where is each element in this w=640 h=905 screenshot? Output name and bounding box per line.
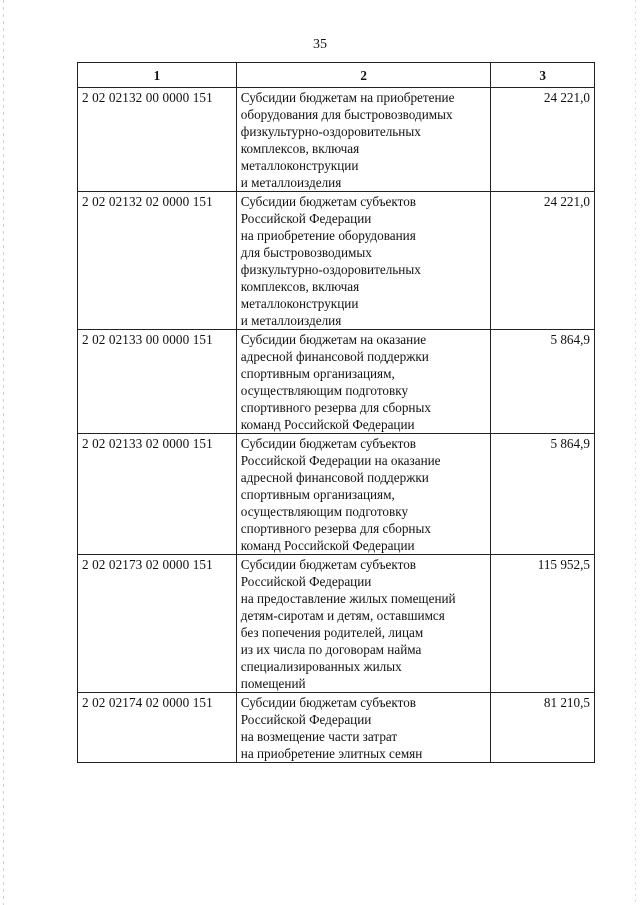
budget-code-cell: 2 02 02133 02 0000 151 [78,434,237,555]
amount-cell: 5 864,9 [491,434,595,555]
description-line: команд Российской Федерации [240,538,415,553]
description-line: спортивного резерва для сборных [240,400,431,415]
amount-cell: 24 221,0 [491,88,595,192]
description-line: адресной финансовой поддержки [240,470,429,485]
description-line: осуществляющим подготовку [240,504,409,519]
budget-code-cell: 2 02 02132 00 0000 151 [78,88,237,192]
table-row [78,693,595,763]
description-line: Российской Федерации [240,712,372,727]
header-col-3: 3 [491,63,595,88]
page-number: 35 [313,37,327,52]
description-cell [236,192,491,330]
amount-cell: 24 221,0 [491,192,595,330]
table-body [78,88,595,763]
description-line: на приобретение элитных семян [240,746,423,761]
header-col-1: 1 [78,63,237,88]
description-line: на предоставление жилых помещений [240,591,456,606]
table-row [78,88,595,192]
description-line: адресной финансовой поддержки [240,349,429,364]
description-line: Субсидии бюджетам на оказание [240,332,427,347]
description-line: спортивным организациям, [240,366,395,381]
description-line: и металлоизделия [240,175,342,190]
description-cell [236,434,491,555]
description-line: физкультурно-оздоровительных [240,262,421,277]
description-line: металлоконструкции [240,158,359,173]
description-line: Российской Федерации [240,574,372,589]
description-line: физкультурно-оздоровительных [240,124,421,139]
amount-cell: 81 210,5 [491,693,595,763]
description-line: оборудования для быстровозводимых [240,107,453,122]
description-line: комплексов, включая [240,279,360,294]
scan-edge-left [3,0,4,905]
description-line: спортивным организациям, [240,487,395,502]
amount-cell: 115 952,5 [491,555,595,693]
budget-code-cell: 2 02 02133 00 0000 151 [78,330,237,434]
description-line: Субсидии бюджетам субъектов [240,194,417,209]
description-line: без попечения родителей, лицам [240,625,424,640]
header-col-2: 2 [236,63,491,88]
description-line: помещений [240,676,306,691]
table-row [78,555,595,693]
description-line: Субсидии бюджетам субъектов [240,695,417,710]
description-cell [236,693,491,763]
budget-table [77,62,595,763]
description-line: детям-сиротам и детям, оставшимся [240,608,445,623]
description-line: на возмещение части затрат [240,729,398,744]
description-line: и металлоизделия [240,313,342,328]
description-line: Российской Федерации [240,211,372,226]
description-line: Субсидии бюджетам субъектов [240,436,417,451]
description-line: для быстровозводимых [240,245,372,260]
table-row [78,330,595,434]
description-line: Российской Федерации на оказание [240,453,441,468]
description-cell [236,555,491,693]
description-line: из их числа по договорам найма [240,642,422,657]
description-line: металлоконструкции [240,296,359,311]
budget-code-cell: 2 02 02132 02 0000 151 [78,192,237,330]
scan-edge-right [635,0,636,905]
description-line: спортивного резерва для сборных [240,521,431,536]
table-row [78,192,595,330]
header-row [78,63,595,88]
description-line: команд Российской Федерации [240,417,415,432]
description-line: осуществляющим подготовку [240,383,409,398]
description-line: на приобретение оборудования [240,228,416,243]
budget-code-cell: 2 02 02174 02 0000 151 [78,693,237,763]
budget-code-cell: 2 02 02173 02 0000 151 [78,555,237,693]
description-line: Субсидии бюджетам на приобретение [240,90,455,105]
table-row [78,434,595,555]
amount-cell: 5 864,9 [491,330,595,434]
description-line: специализированных жилых [240,659,402,674]
description-cell [236,330,491,434]
description-line: комплексов, включая [240,141,360,156]
description-line: Субсидии бюджетам субъектов [240,557,417,572]
description-cell [236,88,491,192]
